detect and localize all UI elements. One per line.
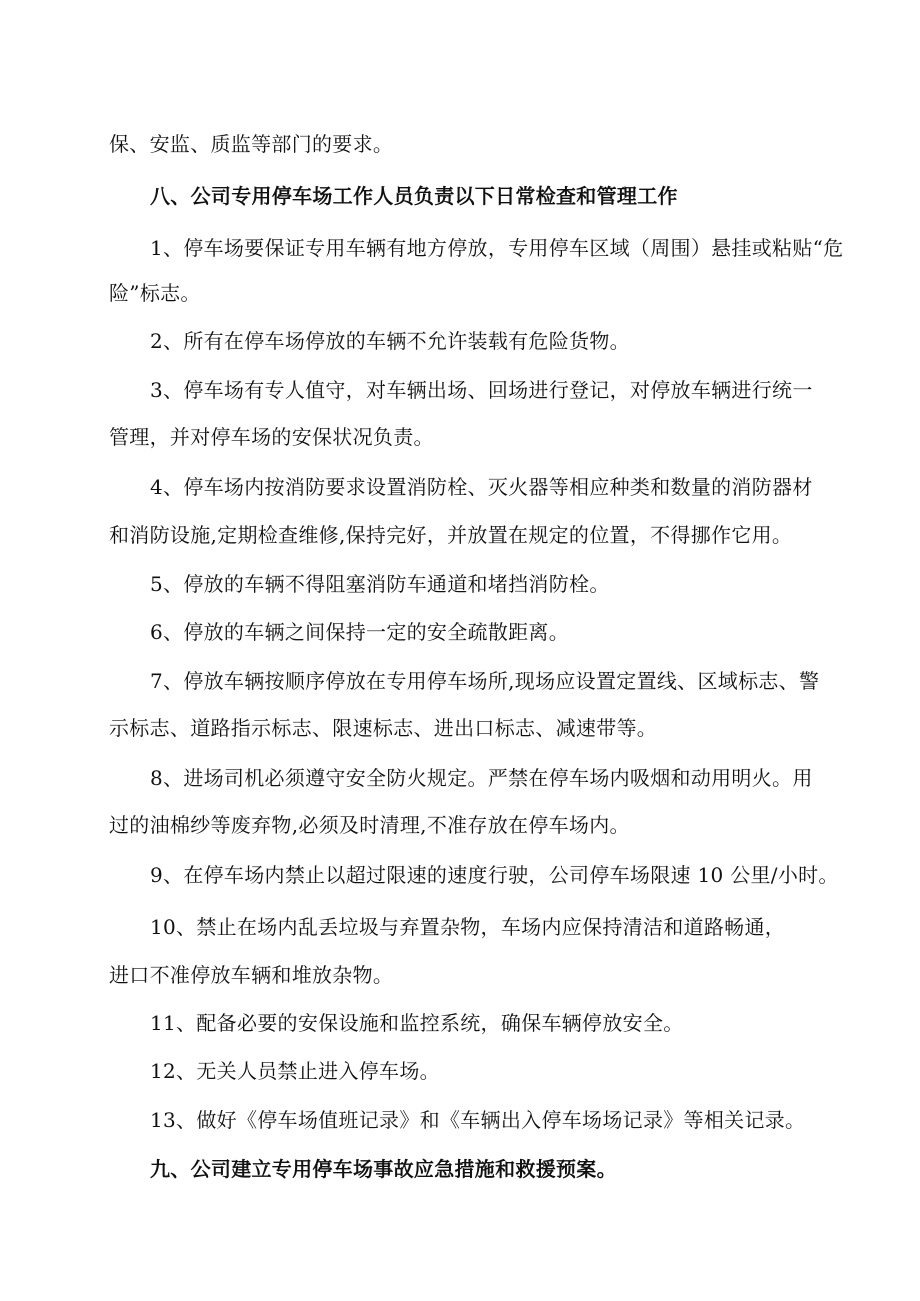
item-10-line-1: 10、禁止在场内乱丢垃圾与弃置杂物，车场内应保持清洁和道路畅通， — [150, 915, 786, 939]
item-4-line-2: 和消防设施,定期检查维修,保持完好，并放置在规定的位置，不得挪作它用。 — [109, 523, 793, 547]
item-2: 2、所有在停车场停放的车辆不允许装载有危险货物。 — [150, 329, 630, 353]
item-1-line-2: 险”标志。 — [109, 281, 201, 305]
item-6: 6、停放的车辆之间保持一定的安全疏散距离。 — [150, 620, 570, 644]
item-7-line-1: 7、停放车辆按顺序停放在专用停车场所,现场应设置定置线、区域标志、警 — [150, 669, 820, 693]
item-9: 9、在停车场内禁止以超过限速的速度行驶，公司停车场限速 10 公里/小时。 — [150, 863, 839, 887]
section-heading-8: 八、公司专用停车场工作人员负责以下日常检查和管理工作 — [150, 184, 678, 208]
item-4-line-1: 4、停车场内按消防要求设置消防栓、灭火器等相应种类和数量的消防器材 — [150, 475, 813, 499]
item-8-line-2: 过的油棉纱等废弃物,必须及时清理,不准存放在停车场内。 — [109, 813, 630, 837]
item-13: 13、做好《停车场值班记录》和《车辆出入停车场场记录》等相关记录。 — [150, 1108, 806, 1132]
section-heading-9: 九、公司建立专用停车场事故应急措施和救援预案。 — [150, 1157, 617, 1181]
item-7-line-2: 示标志、道路指示标志、限速标志、进出口标志、减速带等。 — [109, 716, 658, 740]
item-12: 12、无关人员禁止进入停车场。 — [150, 1059, 440, 1083]
text-line-continuation: 保、安监、质监等部门的要求。 — [109, 132, 394, 156]
item-1-line-1: 1、停车场要保证专用车辆有地方停放，专用停车区域（周围）悬挂或粘贴“危 — [150, 236, 844, 260]
item-3-line-1: 3、停车场有专人值守，对车辆出场、回场进行登记，对停放车辆进行统一 — [150, 378, 813, 402]
item-8-line-1: 8、进场司机必须遵守安全防火规定。严禁在停车场内吸烟和动用明火。用 — [150, 766, 813, 790]
item-3-line-2: 管理，并对停车场的安保状况负责。 — [109, 425, 434, 449]
item-11: 11、配备必要的安保设施和监控系统，确保车辆停放安全。 — [150, 1011, 684, 1035]
item-5: 5、停放的车辆不得阻塞消防车通道和堵挡消防栓。 — [150, 572, 610, 596]
item-10-line-2: 进口不准停放车辆和堆放杂物。 — [109, 963, 394, 987]
